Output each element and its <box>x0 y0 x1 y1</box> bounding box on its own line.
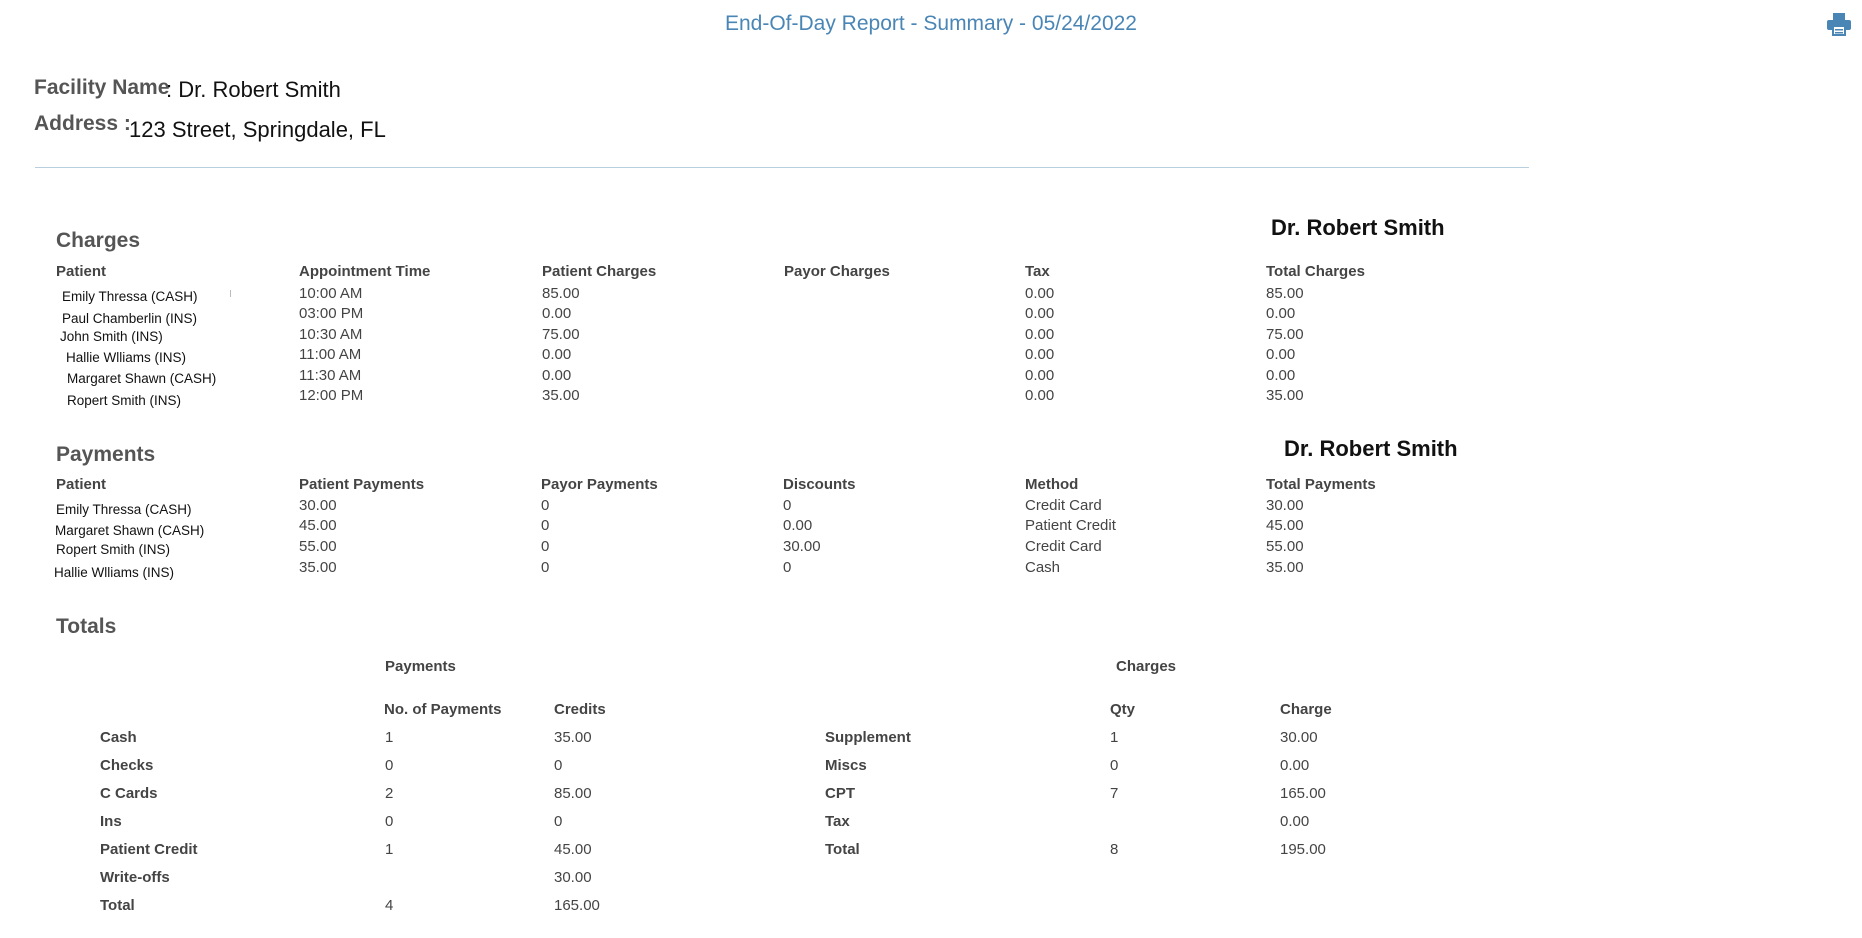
payments-cell-patient-payments: 35.00 <box>299 559 337 576</box>
payments-cell-total: 45.00 <box>1266 517 1304 534</box>
charges-cell-patient-charges: 0.00 <box>542 346 572 363</box>
totals-payments-row-credits: 85.00 <box>554 785 592 802</box>
totals-charges-row-qty: 7 <box>1110 785 1119 802</box>
payments-cell-total: 30.00 <box>1266 497 1304 514</box>
charges-cell-tax: 0.00 <box>1025 346 1055 363</box>
payments-cell-method: Credit Card <box>1025 538 1102 555</box>
charges-cell-total: 0.00 <box>1266 346 1296 363</box>
totals-payments-row-label: Checks <box>100 757 154 774</box>
totals-payments-row-count: 4 <box>385 897 394 914</box>
payments-row-patient: Emily Thressa (CASH) <box>56 502 192 517</box>
totals-payments-row-credits: 0 <box>554 813 563 830</box>
charges-cell-patient-charges: 0.00 <box>542 367 572 384</box>
charges-cell-patient-charges: 35.00 <box>542 387 580 404</box>
payments-cell-patient-payments: 30.00 <box>299 497 337 514</box>
totals-charges-title: Charges <box>1116 658 1177 675</box>
facility-name-value: : Dr. Robert Smith <box>166 77 341 102</box>
charges-doctor-name: Dr. Robert Smith <box>1271 215 1445 240</box>
charges-cell-total: 0.00 <box>1266 367 1296 384</box>
payments-cell-discounts: 0 <box>783 559 792 576</box>
charges-cell-patient-charges: 0.00 <box>542 305 572 322</box>
charges-row-patient: Emily Thressa (CASH) <box>62 289 198 304</box>
totals-charges-row-charge: 165.00 <box>1280 785 1326 802</box>
charges-cell-time: 11:00 AM <box>299 346 362 363</box>
totals-payments-row-credits: 0 <box>554 757 563 774</box>
payments-cell-payor-payments: 0 <box>541 497 550 514</box>
payments-cell-payor-payments: 0 <box>541 517 550 534</box>
totals-charges-row-charge: 0.00 <box>1280 757 1310 774</box>
totals-charges-row-qty: 8 <box>1110 841 1119 858</box>
totals-header-credits: Credits <box>554 701 606 718</box>
charges-header-tax: Tax <box>1025 263 1050 280</box>
payments-section-title: Payments <box>56 443 156 466</box>
charges-cell-time: 10:30 AM <box>299 326 363 343</box>
payments-cell-discounts: 0 <box>783 497 792 514</box>
totals-payments-row-count: 1 <box>385 841 394 858</box>
totals-payments-row-label: Ins <box>100 813 122 830</box>
totals-payments-title: Payments <box>385 658 456 675</box>
charges-row-patient: Ropert Smith (INS) <box>67 393 182 408</box>
charges-cell-time: 12:00 PM <box>299 387 364 404</box>
totals-charges-row-charge: 0.00 <box>1280 813 1310 830</box>
facility-name-label: Facility Name <box>34 76 170 99</box>
charges-cell-total: 75.00 <box>1266 326 1304 343</box>
payments-header-payor-payments: Payor Payments <box>541 476 658 493</box>
totals-payments-row-credits: 30.00 <box>554 869 592 886</box>
totals-charges-row-label: Tax <box>825 813 850 830</box>
payments-row-patient: Margaret Shawn (CASH) <box>55 523 205 538</box>
charges-cell-patient-charges: 85.00 <box>542 285 580 302</box>
charges-cell-tax: 0.00 <box>1025 326 1055 343</box>
charges-cell-total: 0.00 <box>1266 305 1296 322</box>
totals-charges-row-charge: 30.00 <box>1280 729 1318 746</box>
payments-cell-method: Credit Card <box>1025 497 1102 514</box>
totals-payments-row-label: Total <box>100 897 135 914</box>
payments-row-patient: Ropert Smith (INS) <box>56 542 171 557</box>
payments-row-patient: Hallie Wlliams (INS) <box>54 565 175 580</box>
charges-row-patient: John Smith (INS) <box>60 329 163 344</box>
totals-payments-row-label: Write-offs <box>100 869 170 886</box>
totals-charges-row-qty: 0 <box>1110 757 1119 774</box>
payments-cell-total: 55.00 <box>1266 538 1304 555</box>
charges-header-patient: Patient <box>56 263 107 280</box>
totals-payments-row-label: Patient Credit <box>100 841 198 858</box>
charges-row-patient: Margaret Shawn (CASH) <box>67 371 217 386</box>
payments-cell-method: Cash <box>1025 559 1061 576</box>
payments-header-patient-payments: Patient Payments <box>299 476 425 493</box>
charges-cell-patient-charges: 75.00 <box>542 326 580 343</box>
charges-row-patient: Paul Chamberlin (INS) <box>62 311 198 326</box>
charges-row-patient: Hallie Wlliams (INS) <box>66 350 187 365</box>
payments-doctor-name: Dr. Robert Smith <box>1284 436 1458 461</box>
printer-icon[interactable] <box>1826 12 1852 36</box>
payments-cell-patient-payments: 55.00 <box>299 538 337 555</box>
totals-header-no-of-payments: No. of Payments <box>384 701 502 718</box>
totals-header-charge: Charge <box>1280 701 1332 718</box>
address-value: 123 Street, Springdale, FL <box>129 117 386 142</box>
payments-cell-total: 35.00 <box>1266 559 1304 576</box>
column-resize-handle[interactable] <box>230 290 231 297</box>
totals-charges-row-label: Miscs <box>825 757 867 774</box>
totals-payments-row-count: 2 <box>385 785 394 802</box>
totals-charges-row-charge: 195.00 <box>1280 841 1326 858</box>
charges-cell-time: 03:00 PM <box>299 305 364 322</box>
totals-charges-row-label: Total <box>825 841 860 858</box>
charges-cell-time: 10:00 AM <box>299 285 363 302</box>
payments-cell-payor-payments: 0 <box>541 559 550 576</box>
charges-cell-tax: 0.00 <box>1025 285 1055 302</box>
address-label: Address : <box>34 112 131 135</box>
totals-charges-row-label: Supplement <box>825 729 911 746</box>
charges-cell-tax: 0.00 <box>1025 305 1055 322</box>
totals-payments-row-count: 1 <box>385 729 394 746</box>
totals-payments-row-count: 0 <box>385 757 394 774</box>
charges-section-title: Charges <box>56 229 141 252</box>
payments-cell-discounts: 30.00 <box>783 538 821 555</box>
totals-payments-row-credits: 45.00 <box>554 841 592 858</box>
totals-section-title: Totals <box>56 615 117 638</box>
payments-cell-discounts: 0.00 <box>783 517 813 534</box>
charges-header-total-charges: Total Charges <box>1266 263 1365 280</box>
totals-payments-row-credits: 35.00 <box>554 729 592 746</box>
payments-header-patient: Patient <box>56 476 107 493</box>
totals-header-qty: Qty <box>1110 701 1136 718</box>
payments-cell-method: Patient Credit <box>1025 517 1116 534</box>
payments-cell-patient-payments: 45.00 <box>299 517 337 534</box>
totals-payments-row-count: 0 <box>385 813 394 830</box>
totals-payments-row-label: C Cards <box>100 785 158 802</box>
charges-cell-total: 35.00 <box>1266 387 1304 404</box>
payments-header-discounts: Discounts <box>783 476 856 493</box>
payments-cell-payor-payments: 0 <box>541 538 550 555</box>
totals-charges-row-qty: 1 <box>1110 729 1119 746</box>
charges-header-patient-charges: Patient Charges <box>542 263 657 280</box>
charges-cell-tax: 0.00 <box>1025 387 1055 404</box>
payments-header-method: Method <box>1025 476 1079 493</box>
totals-payments-row-credits: 165.00 <box>554 897 600 914</box>
charges-cell-total: 85.00 <box>1266 285 1304 302</box>
charges-cell-tax: 0.00 <box>1025 367 1055 384</box>
charges-cell-time: 11:30 AM <box>299 367 362 384</box>
charges-header-payor-charges: Payor Charges <box>784 263 890 280</box>
totals-payments-row-label: Cash <box>100 729 137 746</box>
payments-header-total-payments: Total Payments <box>1266 476 1376 493</box>
totals-charges-row-label: CPT <box>825 785 855 802</box>
header-divider <box>35 167 1529 168</box>
report-title: End-Of-Day Report - Summary - 05/24/2022 <box>724 12 1137 35</box>
charges-header-appointment-time: Appointment Time <box>299 263 431 280</box>
